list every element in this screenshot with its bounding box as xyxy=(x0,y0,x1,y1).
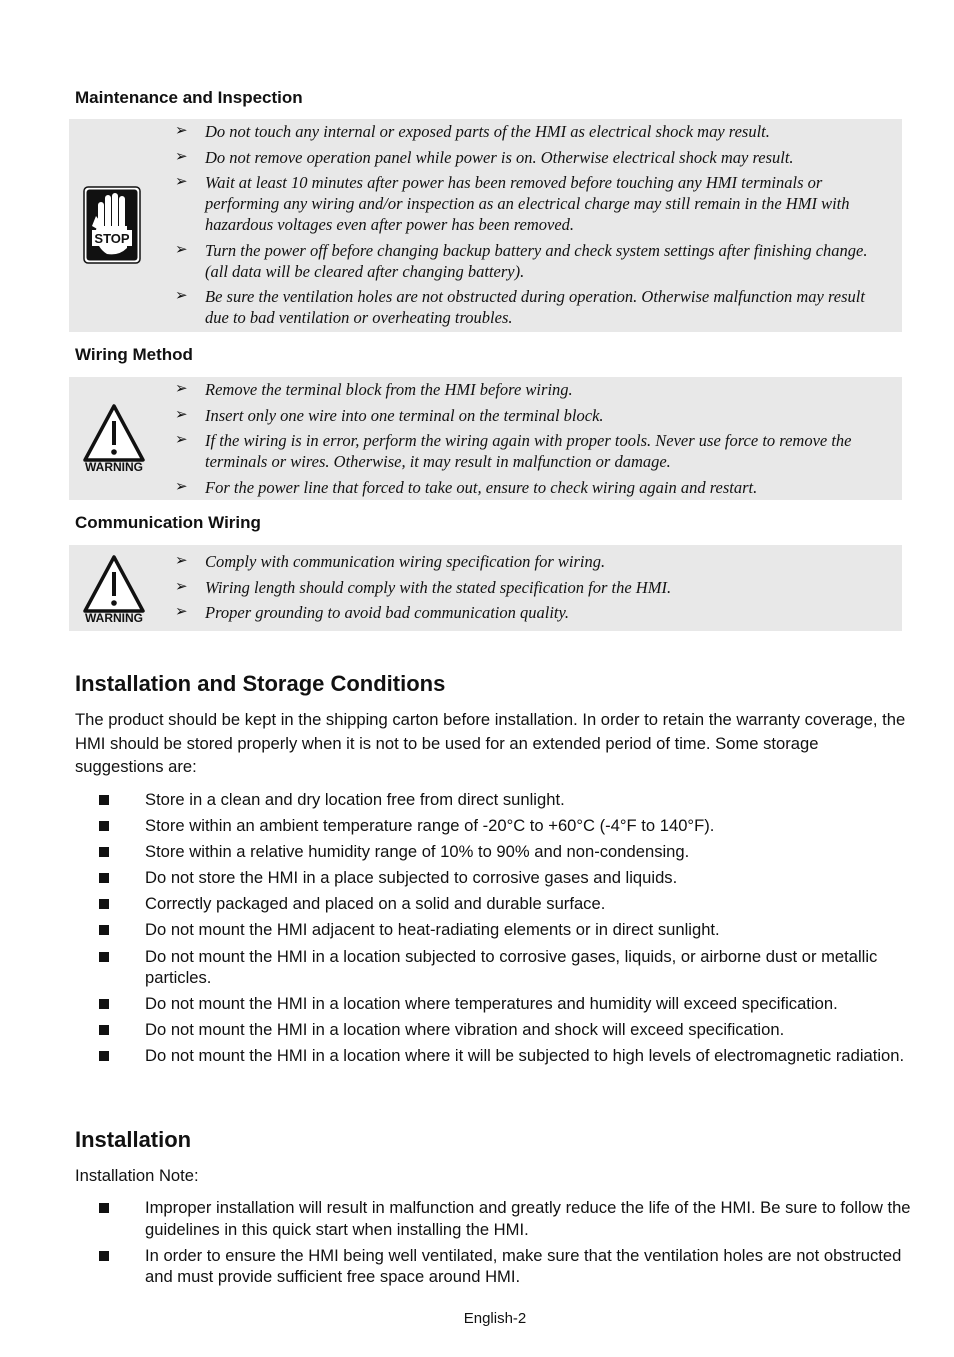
wiring-heading: Wiring Method xyxy=(75,345,193,364)
list-item: ➢ Do not remove operation panel while power is on. Otherwise electrical shock may result. xyxy=(175,147,794,167)
list-item: ➢ If the wiring is in error, perform the wiring again with proper tools. Never use force to remove the terminals or wires. Otherwise, it may result in malfunction or damage. xyxy=(175,431,852,471)
arrow-bullet-icon: ➢ xyxy=(175,432,188,448)
list-item: Do not mount the HMI in a location where vibration and shock will exceed specification. xyxy=(99,1019,919,1041)
warning-icon-label: WARNING xyxy=(85,611,143,624)
list-item: ➢ Comply with communication wiring specification for wiring. xyxy=(175,552,606,571)
square-bullet-icon xyxy=(99,899,109,909)
arrow-bullet-icon: ➢ xyxy=(175,406,188,423)
list-item: Do not mount the HMI adjacent to heat-radiating elements or in direct sunlight. xyxy=(99,919,919,941)
list-item: ➢ Remove the terminal block from the HMI before wiring. xyxy=(175,380,573,399)
storage-list xyxy=(99,789,919,1071)
list-item: In order to ensure the HMI being well ventilated, make sure that the ventilation holes are not obstructed and must provide sufficient free space around HMI. xyxy=(99,1245,919,1288)
wiring-box xyxy=(69,377,902,500)
communication-box xyxy=(69,545,902,631)
list-item: ➢ Wait at least 10 minutes after power has been removed before touching any HMI terminals or performing any wiring and/or inspection as an electrical charge may still remain in the HMI with hazardous voltages even after power has been removed. xyxy=(175,173,850,234)
list-item: Store within an ambient temperature range of -20°C to +60°C (-4°F to 140°F). xyxy=(99,815,919,837)
list-item: Do not store the HMI in a place subjected to corrosive gases and liquids. xyxy=(99,867,919,889)
maintenance-box xyxy=(69,119,902,332)
list-item: ➢ For the power line that forced to take out, ensure to check wiring again and restart. xyxy=(175,477,758,497)
page-footer: English-2 xyxy=(463,1310,527,1327)
warning-triangle-icon xyxy=(83,403,145,473)
installation-list xyxy=(99,1197,919,1292)
storage-heading: Installation and Storage Conditions xyxy=(75,671,446,696)
warning-icon-label: WARNING xyxy=(85,460,143,473)
square-bullet-icon xyxy=(99,1203,109,1213)
list-item: Store within a relative humidity range of 10% to 90% and non-condensing. xyxy=(99,841,919,863)
maintenance-list xyxy=(175,121,888,333)
list-item: Correctly packaged and placed on a solid and durable surface. xyxy=(99,893,919,915)
stop-icon-label: STOP xyxy=(94,231,130,246)
list-item: Do not mount the HMI in a location where it will be subjected to high levels of electromagnetic radiation. xyxy=(99,1045,919,1067)
square-bullet-icon xyxy=(99,1251,109,1261)
list-item: ➢ Be sure the ventilation holes are not obstructed during operation. Otherwise malfunction may result due to bad ventilation or overheating troubles. xyxy=(175,287,865,327)
square-bullet-icon xyxy=(99,821,109,831)
arrow-bullet-icon: ➢ xyxy=(175,578,188,595)
arrow-bullet-icon: ➢ xyxy=(175,148,188,165)
warning-triangle-icon xyxy=(83,554,145,624)
arrow-bullet-icon: ➢ xyxy=(175,553,188,569)
arrow-bullet-icon: ➢ xyxy=(175,478,188,495)
list-item: ➢ Turn the power off before changing backup battery and check system settings after finishing change. (all data will be cleared after changing battery). xyxy=(175,240,868,281)
arrow-bullet-icon: ➢ xyxy=(175,241,188,258)
arrow-bullet-icon: ➢ xyxy=(175,604,188,620)
square-bullet-icon xyxy=(99,952,109,962)
list-item: Do not mount the HMI in a location where temperatures and humidity will exceed specification. xyxy=(99,993,919,1015)
square-bullet-icon xyxy=(99,847,109,857)
stop-hand-icon xyxy=(83,186,143,264)
square-bullet-icon xyxy=(99,795,109,805)
installation-note: Installation Note: xyxy=(75,1166,199,1185)
square-bullet-icon xyxy=(99,1051,109,1061)
square-bullet-icon xyxy=(99,999,109,1009)
square-bullet-icon xyxy=(99,873,109,883)
square-bullet-icon xyxy=(99,925,109,935)
arrow-bullet-icon: ➢ xyxy=(175,288,188,304)
list-item: ➢ Proper grounding to avoid bad communication quality. xyxy=(175,603,570,622)
arrow-bullet-icon: ➢ xyxy=(175,123,188,139)
list-item: Improper installation will result in malfunction and greatly reduce the life of the HMI. Be sure to follow the guidelines in this quick start when installing the HMI. xyxy=(99,1197,919,1240)
wiring-list xyxy=(175,379,888,502)
communication-heading: Communication Wiring xyxy=(75,513,261,532)
list-item: ➢ Insert only one wire into one terminal on the terminal block. xyxy=(175,405,604,425)
square-bullet-icon xyxy=(99,1025,109,1035)
list-item: ➢ Wiring length should comply with the stated specification for the HMI. xyxy=(175,577,672,597)
arrow-bullet-icon: ➢ xyxy=(175,174,188,190)
arrow-bullet-icon: ➢ xyxy=(175,381,188,397)
list-item: Do not mount the HMI in a location subjected to corrosive gases, liquids, or airborne dust or metallic particles. xyxy=(99,946,919,989)
storage-intro: The product should be kept in the shipping carton before installation. In order to retain the warranty coverage, the HMI should be stored properly when it is not to be used for an extended period of time. Some storage suggestions are: xyxy=(75,710,906,776)
list-item: ➢ Do not touch any internal or exposed parts of the HMI as electrical shock may result. xyxy=(175,122,770,141)
maintenance-heading: Maintenance and Inspection xyxy=(75,88,303,107)
list-item: Store in a clean and dry location free from direct sunlight. xyxy=(99,789,919,811)
communication-list xyxy=(175,551,888,628)
installation-heading: Installation xyxy=(75,1127,192,1152)
